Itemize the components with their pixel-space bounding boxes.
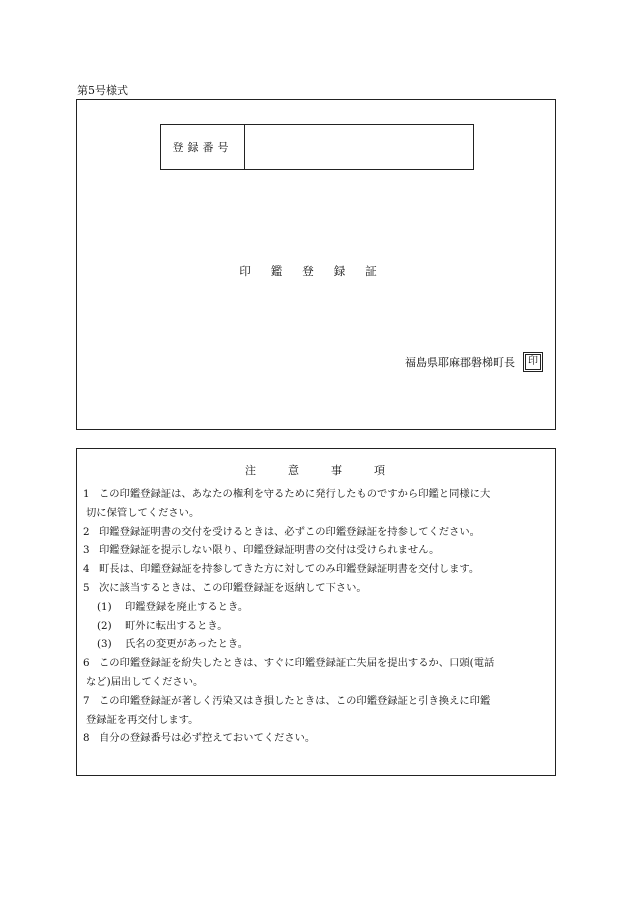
note-text: 次に該当するときは、この印鑑登録証を返納して下さい。 [99,581,367,594]
notes-list [83,485,549,748]
note-item [83,729,549,748]
note-number: 8 [83,732,90,745]
note-item [83,523,549,542]
note-sub-item [83,598,549,617]
form-number: 第5号様式 [77,84,128,97]
note-number: 5 [83,581,90,594]
registration-card [76,99,556,430]
note-text: この印鑑登録証が著しく汚染又はき損したときは、この印鑑登録証と引き換えに印鑑 [99,694,491,707]
note-number: 3 [83,544,90,557]
notes-title: 注意事項 [245,464,417,477]
registration-number-value [245,125,473,169]
seal-mark: 印 [525,354,541,370]
note-text: この印鑑登録証は、あなたの権利を守るために発行したものですから印鑑と同様に大 [99,488,491,500]
card-title: 印鑑登録証 [239,264,397,278]
note-text: 自分の登録番号は必ず控えておいてください。 [99,732,316,745]
sub-item-text: 印鑑登録を廃止するとき。 [125,600,249,613]
registration-number-table [160,124,474,170]
note-number: 1 [83,488,90,500]
note-text: 町長は、印鑑登録証を持参してきた方に対してのみ印鑑登録証明書を交付します。 [99,563,480,576]
note-text: この印鑑登録証を紛失したときは、すぐに印鑑登録証亡失届を提出するか、口頭(電話 [99,657,495,670]
note-continuation: 切に保管してください。 [86,506,200,519]
note-number: 2 [83,525,90,538]
note-number: 4 [83,563,90,576]
note-text: 印鑑登録証を提示しない限り、印鑑登録証明書の交付は受けられません。 [99,544,440,557]
sub-item-number: (1) [97,600,112,613]
note-item [83,654,549,673]
note-sub-item [83,635,549,654]
sub-item-text: 町外に転出するとき。 [125,619,228,632]
issuer-block [405,354,541,370]
issuer-name: 福島県耶麻郡磐梯町長 [405,356,515,369]
note-item [83,541,549,560]
note-item [83,485,549,504]
note-number: 6 [83,657,90,670]
registration-number-label: 登録番号 [161,125,245,169]
sub-item-text: 氏名の変更があったとき。 [125,638,249,651]
note-continuation: 登録証を再交付します。 [86,713,199,726]
note-item [83,579,549,598]
note-number: 7 [83,694,90,707]
sub-item-number: (3) [97,638,112,651]
notes-section [76,448,556,776]
note-item [83,692,549,711]
sub-item-number: (2) [97,619,112,632]
note-text: 印鑑登録証明書の交付を受けるときは、必ずこの印鑑登録証を持参してください。 [99,525,480,538]
note-sub-item [83,617,549,636]
note-continuation: など)届出してください。 [86,675,204,688]
note-item [83,560,549,579]
